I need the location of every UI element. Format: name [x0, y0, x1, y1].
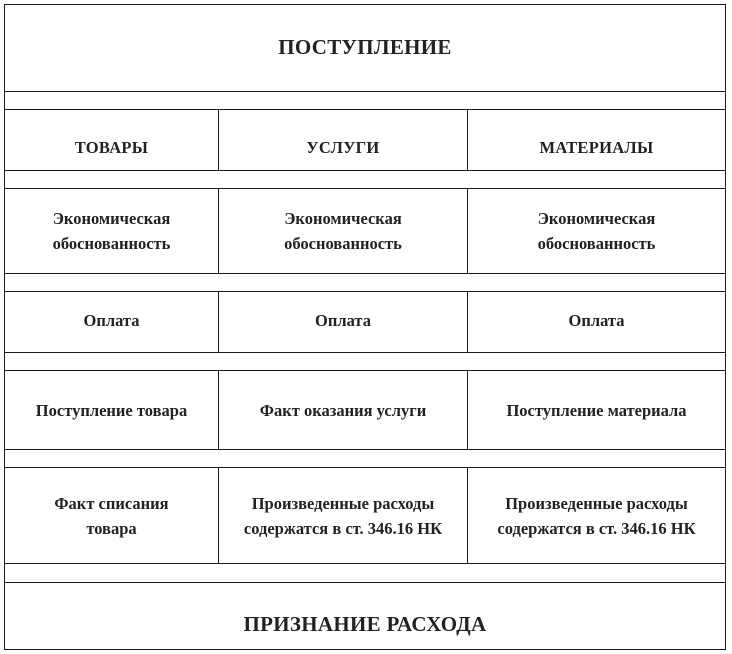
cell-line: Оплата	[83, 310, 140, 330]
cell-line: товара	[86, 518, 137, 538]
category-services	[218, 109, 468, 171]
footer-title: ПРИЗНАНИЕ РАСХОДА	[243, 611, 487, 636]
connector-gap	[4, 91, 726, 110]
cell-line: Произведенные расходы	[251, 493, 435, 513]
header-title: ПОСТУПЛЕНИЕ	[278, 34, 452, 59]
goods-criterion-payment	[4, 291, 219, 353]
services-criterion-payment	[218, 291, 468, 353]
category-services-label: УСЛУГИ	[306, 138, 380, 157]
cell-line: Произведенные расходы	[505, 493, 688, 513]
goods-criterion-receipt	[4, 370, 219, 450]
cell-line: Поступление материала	[506, 400, 687, 420]
materials-criterion-expenses	[467, 467, 726, 564]
cell-line: Экономическая	[284, 209, 402, 228]
cell-line: Экономическая	[537, 209, 656, 228]
cell-line: содержатся в ст. 346.16 НК	[243, 518, 443, 538]
cell-line: обоснованность	[284, 234, 402, 253]
materials-criterion-justification	[467, 188, 726, 274]
services-criterion-justification	[218, 188, 468, 274]
cell-line: обоснованность	[52, 234, 171, 253]
cell-line: Факт оказания услуги	[259, 400, 427, 420]
connector-gap	[4, 352, 726, 371]
connector-gap	[4, 273, 726, 292]
services-criterion-expenses	[218, 467, 468, 564]
materials-criterion-payment	[467, 291, 726, 353]
services-criterion-fact	[218, 370, 468, 450]
header-box	[4, 4, 726, 92]
goods-criterion-justification	[4, 188, 219, 274]
footer-box	[4, 582, 726, 650]
category-materials-label: МАТЕРИАЛЫ	[539, 138, 654, 157]
cell-line: Поступление товара	[35, 400, 188, 420]
materials-criterion-receipt	[467, 370, 726, 450]
category-goods-label: ТОВАРЫ	[74, 138, 149, 157]
cell-line: Экономическая	[52, 209, 171, 228]
connector-gap	[4, 449, 726, 468]
category-goods	[4, 109, 219, 171]
category-materials	[467, 109, 726, 171]
connector-gap	[4, 563, 726, 583]
cell-line: Факт списания	[54, 493, 169, 513]
goods-criterion-writeoff	[4, 467, 219, 564]
cell-line: обоснованность	[537, 234, 656, 253]
cell-line: содержатся в ст. 346.16 НК	[497, 518, 696, 538]
connector-gap	[4, 170, 726, 189]
cell-line: Оплата	[315, 310, 371, 330]
cell-line: Оплата	[568, 310, 625, 330]
